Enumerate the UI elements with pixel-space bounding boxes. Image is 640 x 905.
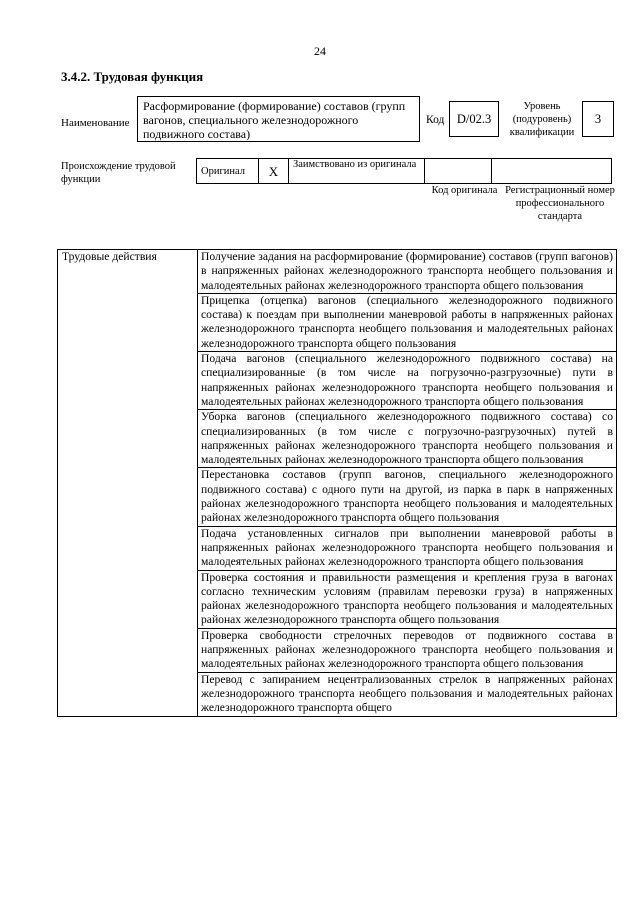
origin-label: Происхождение трудовой функции (61, 161, 176, 185)
function-name-box (137, 96, 420, 142)
code-value: D/02.3 (456, 111, 492, 126)
labor-actions-table (57, 249, 617, 717)
code-original-cell (425, 159, 492, 184)
labor-action-item: Уборка вагонов (специального железнодорожного подвижного состава) со специализированных (в том числе с погрузочно-разгрузочных) путей в напряженных районах железнодорожного транспорта необщего пользования и малодеятельных районах железнодорожного транспорта общего пользования (198, 410, 617, 468)
labor-action-item: Подача установленных сигналов при выполнении маневровой работы в напряженных районах железнодорожного транспорта необщего пользования и малодеятельных районах железнодорожного транспорта общего пользования (198, 526, 617, 570)
labor-action-item: Подача вагонов (специального железнодорожного подвижного состава) на специализированные (в том числе на погрузочно-разгрузочные) пути в напряженных районах железнодорожного транспорта необщего пользования и малодеятельных районах железнодорожного транспорта общего пользования (198, 352, 617, 410)
labor-action-item: Получение задания на расформирование (формирование) составов (групп вагонов) в напряженных районах железнодорожного транспорта необщего пользования и малодеятельных районах железнодорожного транспорта общего пользования (198, 250, 617, 294)
name-label: Наименование (61, 117, 130, 129)
original-mark-cell: X (259, 159, 289, 184)
reg-number-cell (492, 159, 612, 184)
labor-action-item: Перевод с запиранием нецентрализованных стрелок в напряженных районах железнодорожного транспорта необщего пользования и малодеятельных районах железнодорожного транспорта общего (198, 672, 617, 716)
labor-actions-label: Трудовые действия (58, 250, 198, 717)
page-number: 24 (314, 44, 326, 58)
code-original-caption: Код оригинала (431, 185, 498, 196)
original-label-cell: Оригинал (197, 159, 259, 184)
labor-action-item: Прицепка (отцепка) вагонов (специального железнодорожного подвижного состава) к поездам при выполнении маневровой работы в напряженных районах железнодорожного транспорта необщего пользования и малодеятельных районах железнодорожного транспорта общего пользования (198, 293, 617, 351)
table-row (58, 250, 617, 294)
labor-action-item: Перестановка составов (групп вагонов, специального железнодорожного подвижного состава) с одного пути на другой, из парка в парк в напряженных районах железнодорожного транспорта необщего пользования и малодеятельных районах железнодорожного транспорта общего пользования (198, 468, 617, 526)
level-value: 3 (594, 111, 602, 126)
labor-action-item: Проверка свободности стрелочных переводов от подвижного состава в напряженных районах железнодорожного транспорта необщего пользования и малодеятельных районах железнодорожного транспорта общего пользования (198, 628, 617, 672)
origin-table (196, 158, 612, 184)
reg-number-caption: Регистрационный номер профессионального стандарта (505, 185, 615, 222)
borrowed-label-cell: Заимствовано из оригинала (289, 159, 425, 184)
function-name-value: Расформирование (формирование) составов (групп вагонов, специального железнодорожного подвижного состава) (143, 99, 406, 141)
level-box (582, 101, 614, 137)
level-label: Уровень (подуровень) квалификации (509, 101, 575, 138)
code-label: Код (426, 114, 445, 126)
code-box (449, 101, 499, 137)
section-title: 3.4.2. Трудовая функция (61, 69, 204, 84)
labor-action-item: Проверка состояния и правильности размещения и крепления груза в вагонах согласно техническим условиям (правилам перевозки груза) в напряженных районах железнодорожного транспорта необщего пользования и малодеятельных районах железнодорожного транспорта общего пользования (198, 570, 617, 628)
